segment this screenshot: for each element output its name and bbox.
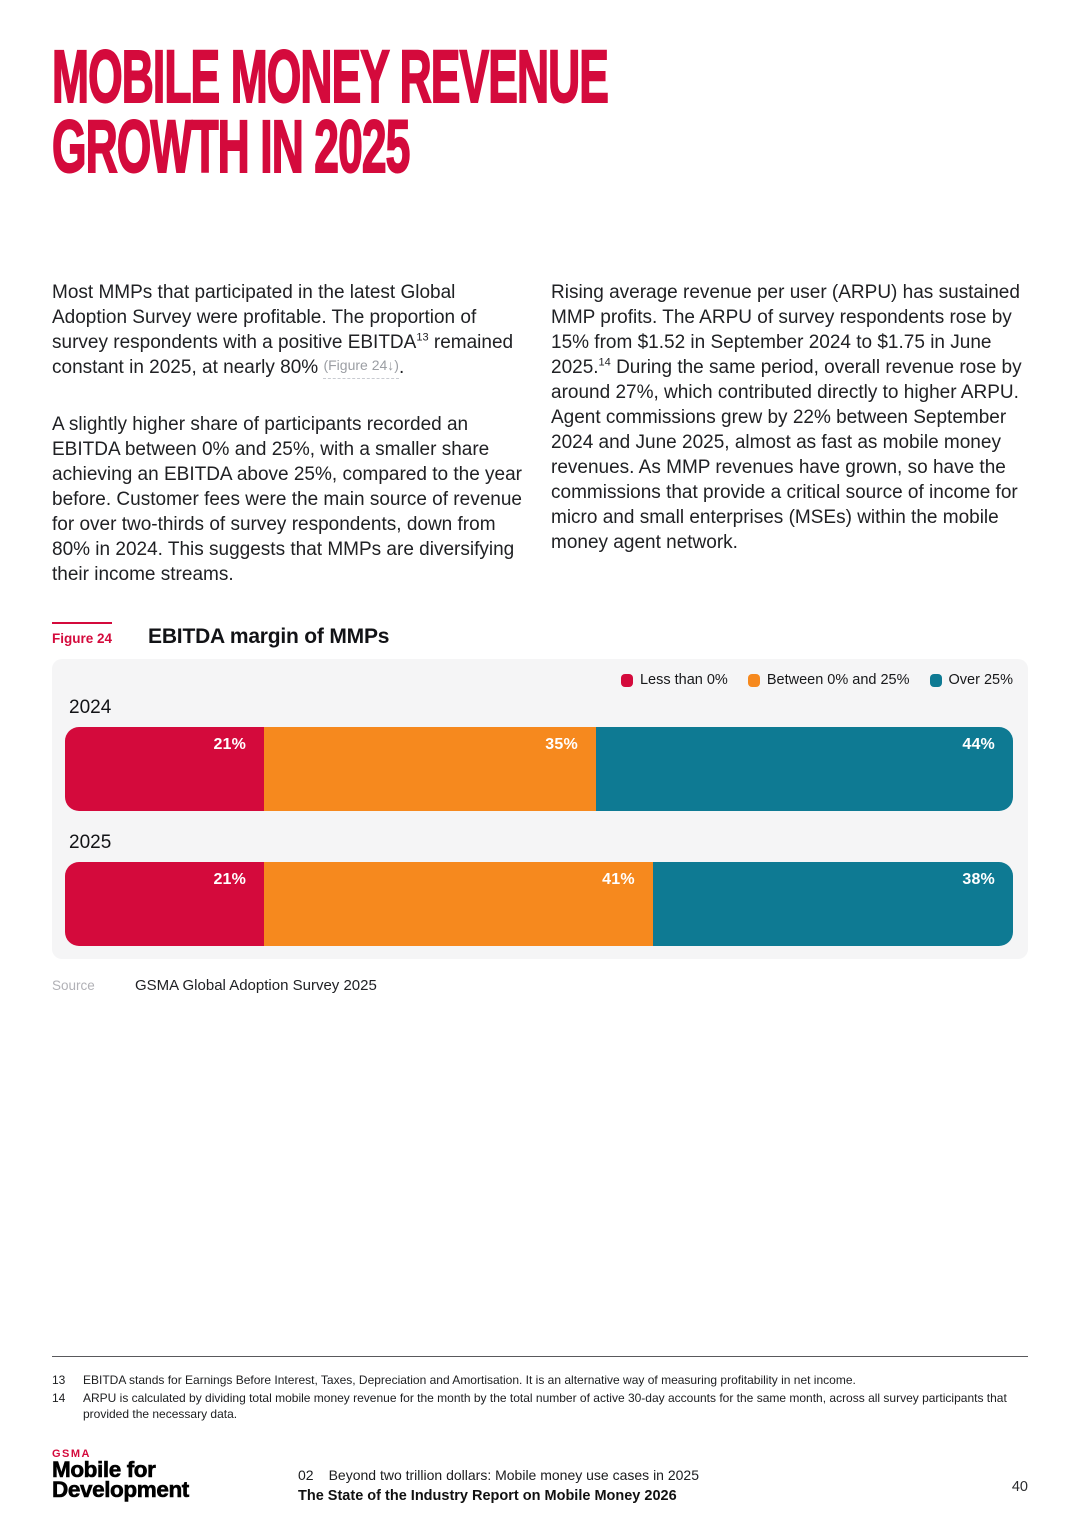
gsma-wordmark: GSMA <box>52 1448 91 1460</box>
figure-title: EBITDA margin of MMPs <box>148 625 390 648</box>
bar-segment <box>65 862 264 946</box>
body-column-left <box>52 280 529 587</box>
legend-swatch-icon <box>930 674 942 687</box>
paragraph-3 <box>551 280 1028 555</box>
logo-line-1: Mobile for <box>52 1457 156 1482</box>
legend-swatch-icon <box>621 674 633 687</box>
paragraph-1-text: Most MMPs that participated in the latest Global Adoption Survey were profitable. The proportion of survey respondents with a positive EBITDA <box>52 282 477 353</box>
paragraph-1-period: . <box>398 357 405 378</box>
figure-section <box>52 622 1028 994</box>
footnote-ref-14: 14 <box>598 356 611 369</box>
page-title <box>52 35 979 188</box>
legend-item <box>748 672 910 688</box>
bar-segment <box>264 862 653 946</box>
footnote-ref-13: 13 <box>416 331 429 344</box>
stacked-bar-2025 <box>65 862 1013 946</box>
legend-item <box>930 672 1013 688</box>
stacked-bar-2024 <box>65 727 1013 811</box>
footer-section-number: 02 <box>298 1467 314 1483</box>
logo-line-2: Development <box>52 1476 189 1502</box>
bar-segment-value: 35% <box>545 736 578 753</box>
legend-label: Between 0% and 25% <box>766 672 910 688</box>
legend-item <box>621 672 728 688</box>
footnote-14-number: 14 <box>52 1391 66 1405</box>
paragraph-1 <box>52 280 529 382</box>
gsma-mobile-for-development-logo <box>52 1448 298 1502</box>
bar-segment-value: 41% <box>602 871 635 888</box>
stacked-bar-chart <box>52 659 1028 959</box>
bar-segment-value: 44% <box>962 736 995 753</box>
footer-report-title: The State of the Industry Report on Mobile Money 2026 <box>298 1488 677 1504</box>
source-text: GSMA Global Adoption Survey 2025 <box>135 977 377 994</box>
body-columns <box>52 280 1028 587</box>
footnotes <box>52 1356 1028 1424</box>
bar-segment <box>264 727 596 811</box>
footnote-13-text: EBITDA stands for Earnings Before Interest, Taxes, Depreciation and Amortisation. It is an alternative way of measuring profitability in net income. <box>83 1373 856 1387</box>
figure-24-link[interactable]: (Figure 24↓) <box>323 353 398 379</box>
page-number: 40 <box>1011 1479 1028 1495</box>
page-title-line-1: MOBILE MONEY REVENUE <box>52 35 608 118</box>
figure-label: Figure 24 <box>52 622 112 646</box>
bar-category-label: 2025 <box>69 832 112 853</box>
footnote-14 <box>52 1390 1028 1422</box>
bar-segment-value: 38% <box>962 871 995 888</box>
figure-header <box>52 622 1028 649</box>
footnote-13-number: 13 <box>52 1373 66 1387</box>
bar-segment <box>653 862 1013 946</box>
paragraph-1-text-cont: remained constant in 2025, at nearly 80% <box>52 332 514 378</box>
footer-section-line <box>298 1467 1012 1483</box>
legend-swatch-icon <box>748 674 760 687</box>
chart-legend <box>65 671 1013 689</box>
bar-segment <box>596 727 1013 811</box>
source-label: Source <box>52 978 95 993</box>
footer-section-title: Beyond two trillion dollars: Mobile money use cases in 2025 <box>328 1467 699 1483</box>
chart-rows <box>65 697 1013 946</box>
bar-category-label: 2024 <box>69 697 112 718</box>
footnote-13 <box>52 1372 1028 1388</box>
page-title-line-2: GROWTH IN 2025 <box>52 105 410 188</box>
paragraph-3-text: Rising average revenue per user (ARPU) has sustained MMP profits. The ARPU of survey respondents rose by 15% from $1.52 in September 2024 to $1.75 in June 2025. <box>551 282 1020 378</box>
source-row <box>52 977 1028 994</box>
legend-label: Over 25% <box>948 672 1013 688</box>
bar-segment <box>65 727 264 811</box>
legend-label: Less than 0% <box>639 672 728 688</box>
paragraph-3-text-cont: During the same period, overall revenue rose by around 27%, which contributed directly to higher ARPU. Agent commissions grew by 22% between September 2024 and June 2025, almost as fast as mobile money revenues. As MMP revenues have grown, so have the commissions that provide a critical source of income for micro and small enterprises (MSEs) within the mobile money agent network. <box>551 357 1022 553</box>
page-footer <box>52 1448 1028 1504</box>
bar-segment-value: 21% <box>213 871 247 888</box>
footnote-14-text: ARPU is calculated by dividing total mobile money revenue for the month by the total number of active 30-day accounts for the same month, across all survey participants that provided the necessary data. <box>83 1391 1007 1421</box>
paragraph-2: A slightly higher share of participants recorded an EBITDA between 0% and 25%, with a smaller share achieving an EBITDA above 25%, compared to the year before. Customer fees were the main source of revenue for over two-thirds of survey respondents, down from 80% in 2024. This suggests that MMPs are diversifying their income streams. <box>52 414 522 585</box>
bar-segment-value: 21% <box>213 736 247 753</box>
body-column-right <box>551 280 1028 587</box>
footer-titles <box>298 1448 1012 1504</box>
